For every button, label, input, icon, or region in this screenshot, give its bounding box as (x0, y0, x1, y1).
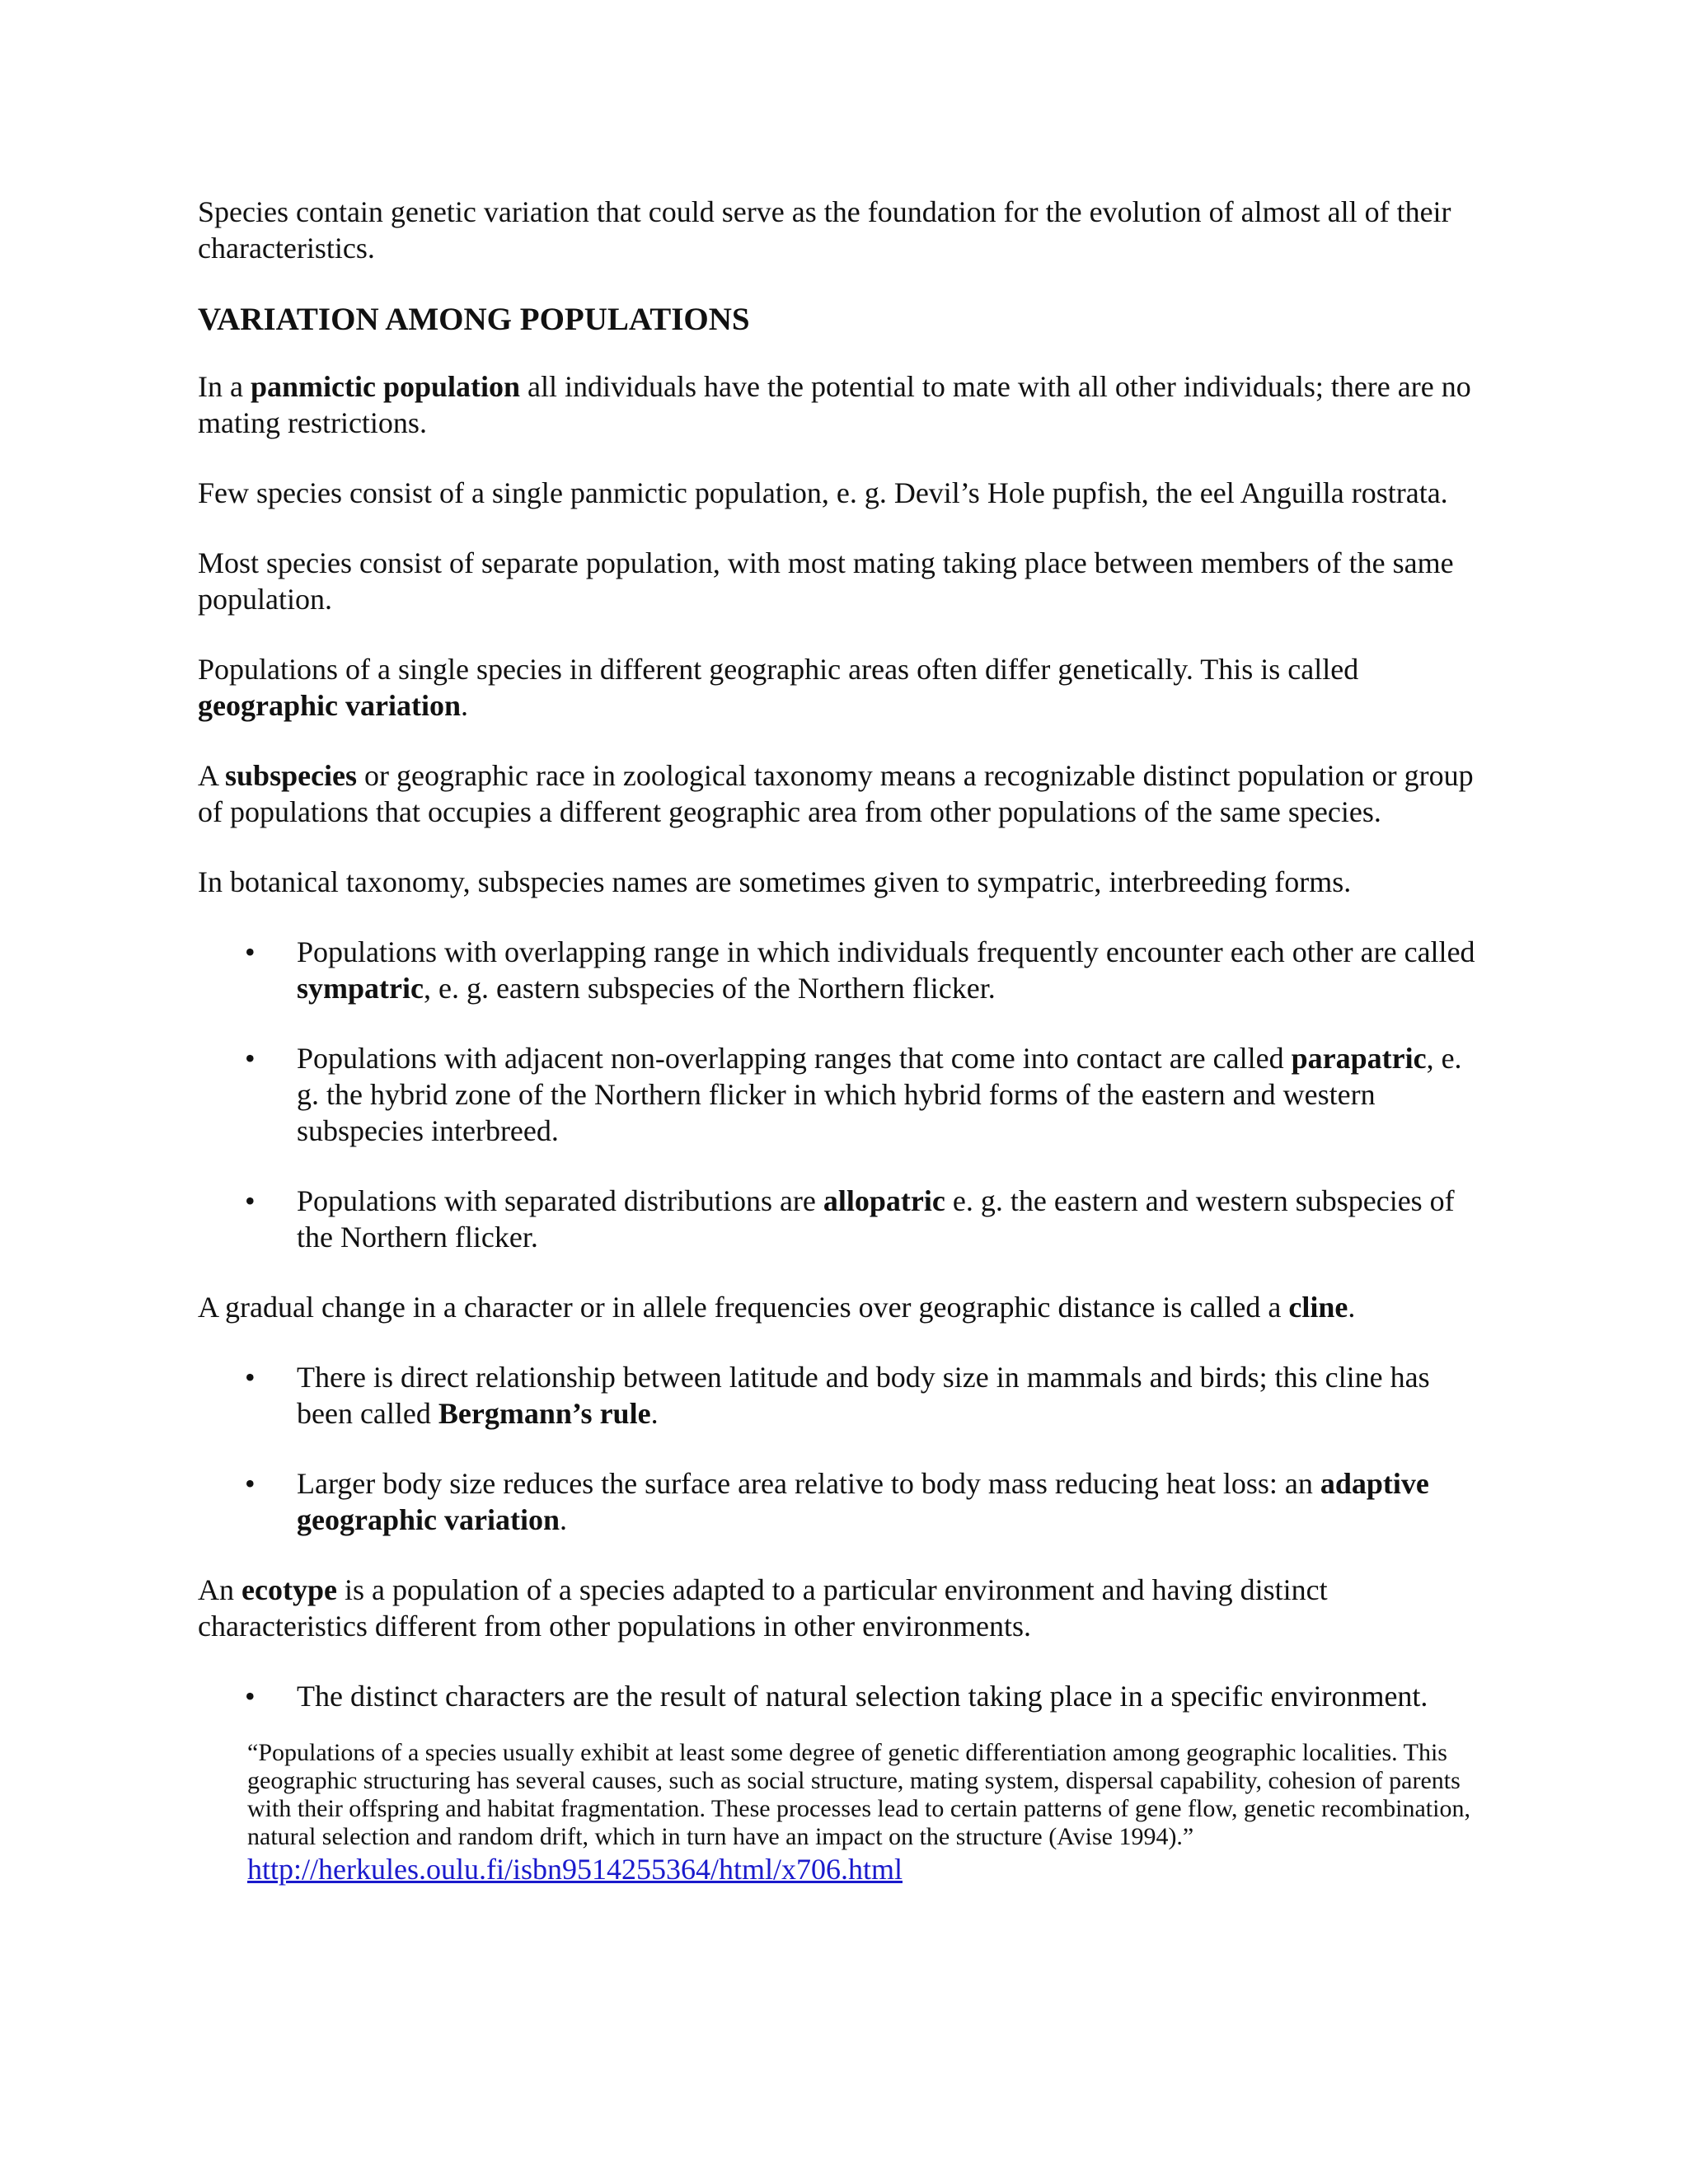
intro-paragraph: Species contain genetic variation that could serve as the foundation for the evolution of almost all of their characteristics. (198, 195, 1451, 265)
few-species-paragraph: Few species consist of a single panmictic population, e. g. Devil’s Hole pupfish, the eel Anguilla rostrata. (198, 476, 1448, 509)
most-species-paragraph: Most species consist of separate population, with most mating taking place between members of the same population. (198, 546, 1454, 616)
subspecies-paragraph: A subspecies or geographic race in zoological taxonomy means a recognizable distinct population or group of populations that occupies a different geographic area from other populations of the same species. (198, 759, 1474, 828)
geographic-variation-paragraph: Populations of a single species in different geographic areas often differ genetically. This is called geographic variation. (198, 653, 1359, 722)
bullet-icon: • (245, 1361, 256, 1394)
botanical-paragraph: In botanical taxonomy, subspecies names are sometimes given to sympatric, interbreeding forms. (198, 865, 1352, 898)
bullet-icon: • (245, 1042, 256, 1075)
term-panmictic-population: panmictic population (250, 370, 521, 403)
list-item: • The distinct characters are the result of natural selection taking place in a specific environment. (245, 1680, 1428, 1713)
term-parapatric: parapatric (1291, 1042, 1427, 1075)
term-subspecies: subspecies (225, 759, 358, 792)
term-bergmanns-rule: Bergmann’s rule (438, 1397, 651, 1430)
source-link[interactable]: http://herkules.oulu.fi/isbn9514255364/html/x706.html (247, 1853, 903, 1886)
list-item: • Populations with separated distributions are allopatric e. g. the eastern and western subspecies of the Northern flicker. (245, 1184, 1455, 1254)
bullet-icon: • (245, 1680, 256, 1713)
section-heading: VARIATION AMONG POPULATIONS (198, 302, 750, 337)
range-types-list (198, 934, 1488, 1255)
list-item: • There is direct relationship between latitude and body size in mammals and birds; this cline has been called Bergmann’s rule. (245, 1361, 1430, 1430)
bullet-icon: • (245, 935, 256, 968)
cline-list (198, 1359, 1488, 1538)
panmictic-paragraph: In a panmictic population all individuals have the potential to mate with all other individuals; there are no mating restrictions. (198, 370, 1471, 439)
term-adaptive-geographic-variation: adaptive geographic variation (297, 1467, 1429, 1536)
term-allopatric: allopatric (823, 1184, 945, 1217)
document-page (198, 194, 1488, 1887)
list-item: • Larger body size reduces the surface area relative to body mass reducing heat loss: an adaptive geographic variation. (245, 1467, 1429, 1536)
term-cline: cline (1288, 1291, 1348, 1324)
list-item: • Populations with adjacent non-overlapping ranges that come into contact are called parapatric, e. g. the hybrid zone of the Northern flicker in which hybrid forms of the eastern and western subspecies interbreed. (245, 1042, 1462, 1147)
bullet-icon: • (245, 1467, 256, 1500)
avise-quote: “Populations of a species usually exhibit at least some degree of genetic differentiation among geographic localities. This geographic structuring has several causes, such as social structure, mating system, dispersal capability, cohesion of parents with their offspring and habitat fragmentation. These processes lead to certain patterns of gene flow, genetic recombination, natural selection and random drift, which in turn have an impact on the structure (Avise 1994).” (247, 1739, 1470, 1850)
cline-paragraph: A gradual change in a character or in allele frequencies over geographic distance is called a cline. (198, 1291, 1356, 1324)
ecotype-list (198, 1678, 1488, 1714)
ecotype-paragraph: An ecotype is a population of a species adapted to a particular environment and having distinct characteristics different from other populations in other environments. (198, 1573, 1328, 1643)
term-sympatric: sympatric (297, 972, 424, 1005)
bullet-icon: • (245, 1184, 256, 1217)
term-ecotype: ecotype (241, 1573, 337, 1606)
list-item: • Populations with overlapping range in which individuals frequently encounter each other are called sympatric, e. g. eastern subspecies of the Northern flicker. (245, 935, 1475, 1005)
term-geographic-variation: geographic variation (198, 689, 461, 722)
